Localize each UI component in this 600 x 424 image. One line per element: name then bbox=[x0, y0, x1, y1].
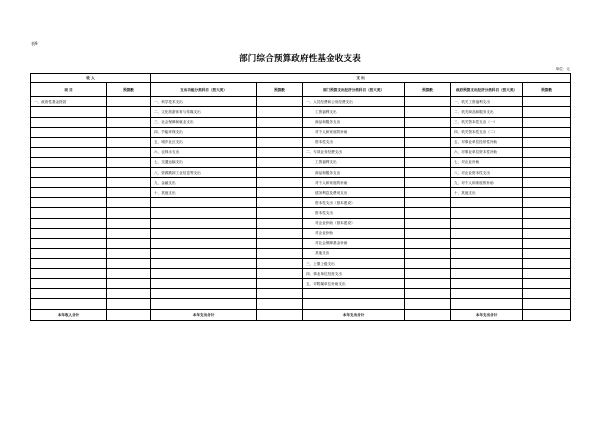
table-row bbox=[31, 147, 571, 157]
func-class-cell: 四、节能环保支出 bbox=[151, 127, 257, 137]
dept-econ-cell: 对个人和家庭的补助 bbox=[303, 127, 405, 137]
dept-budget-cell bbox=[405, 218, 451, 228]
func-budget-header: 预算数 bbox=[257, 83, 303, 97]
gov-econ-cell: 一、机关工资福利支出 bbox=[451, 97, 523, 107]
func-budget-cell bbox=[257, 117, 303, 127]
income-item-cell bbox=[31, 289, 107, 299]
expense-total-func-label: 本年支出合计 bbox=[151, 309, 257, 320]
income-item-cell bbox=[31, 208, 107, 218]
dept-econ-cell: 五、对附属单位补助支出 bbox=[303, 279, 405, 289]
dept-budget-cell bbox=[405, 107, 451, 117]
dept-econ-cell: 对企业补助 bbox=[303, 228, 405, 238]
income-item-cell bbox=[31, 248, 107, 258]
dept-budget-cell bbox=[405, 137, 451, 147]
unit-label: 单位：元 bbox=[555, 67, 570, 71]
func-budget-cell bbox=[257, 228, 303, 238]
func-budget-cell bbox=[257, 107, 303, 117]
func-class-cell bbox=[151, 269, 257, 279]
func-budget-cell bbox=[257, 259, 303, 269]
dept-budget-cell bbox=[405, 248, 451, 258]
gov-econ-cell: 十、其他支出 bbox=[451, 188, 523, 198]
dept-budget-cell bbox=[405, 127, 451, 137]
dept-budget-cell bbox=[405, 269, 451, 279]
gov-budget-cell bbox=[523, 289, 571, 299]
func-class-cell: 九、金融支出 bbox=[151, 178, 257, 188]
gov-econ-header: 政府预算支出经济分类科目（按大类） bbox=[451, 83, 523, 97]
gov-econ-cell bbox=[451, 198, 523, 208]
income-item-cell bbox=[31, 157, 107, 167]
func-budget-cell bbox=[257, 178, 303, 188]
income-item-cell bbox=[31, 127, 107, 137]
dept-econ-cell: 资本性支出（基本建设） bbox=[303, 198, 405, 208]
gov-econ-cell bbox=[451, 289, 523, 299]
func-budget-cell bbox=[257, 97, 303, 107]
gov-budget-cell bbox=[523, 157, 571, 167]
dept-budget-cell bbox=[405, 279, 451, 289]
income-budget-cell bbox=[107, 259, 151, 269]
income-item-cell bbox=[31, 299, 107, 309]
income-budget-cell bbox=[107, 127, 151, 137]
gov-budget-cell bbox=[523, 208, 571, 218]
income-header: 收 入 bbox=[31, 74, 151, 83]
income-budget-cell bbox=[107, 208, 151, 218]
table-row bbox=[31, 238, 571, 248]
gov-econ-cell: 四、机关资本性支出（二） bbox=[451, 127, 523, 137]
table-row bbox=[31, 269, 571, 279]
expense-total-gov-value bbox=[523, 309, 571, 320]
gov-budget-cell bbox=[523, 238, 571, 248]
gov-budget-cell bbox=[523, 188, 571, 198]
func-class-cell bbox=[151, 218, 257, 228]
func-budget-cell bbox=[257, 157, 303, 167]
gov-econ-cell: 六、对事业单位资本性补助 bbox=[451, 147, 523, 157]
page-title: 部门综合预算政府性基金收支表 bbox=[239, 54, 361, 64]
dept-budget-cell bbox=[405, 299, 451, 309]
func-class-cell: 三、社会保障和就业支出 bbox=[151, 117, 257, 127]
income-budget-header: 预算数 bbox=[107, 83, 151, 97]
dept-econ-cell: 四、事业单位经营支出 bbox=[303, 269, 405, 279]
dept-econ-cell: 一、人员经费和公用经费支出 bbox=[303, 97, 405, 107]
func-class-header: 支出功能分类科目（按大类） bbox=[151, 83, 257, 97]
dept-budget-cell bbox=[405, 117, 451, 127]
func-class-cell: 七、交通运输支出 bbox=[151, 157, 257, 167]
gov-budget-cell bbox=[523, 137, 571, 147]
gov-budget-cell bbox=[523, 147, 571, 157]
item-header: 项 目 bbox=[31, 83, 107, 97]
expense-total-func-value bbox=[257, 309, 303, 320]
income-budget-cell bbox=[107, 157, 151, 167]
table-row bbox=[31, 117, 571, 127]
dept-budget-cell bbox=[405, 289, 451, 299]
table-row bbox=[31, 97, 571, 107]
income-total-value bbox=[107, 309, 151, 320]
gov-econ-cell: 五、对事业单位经常性补助 bbox=[451, 137, 523, 147]
func-budget-cell bbox=[257, 168, 303, 178]
gov-econ-cell: 三、机关资本性支出（一） bbox=[451, 117, 523, 127]
dept-econ-cell: 资本性支出 bbox=[303, 137, 405, 147]
table-row bbox=[31, 248, 571, 258]
func-budget-cell bbox=[257, 208, 303, 218]
dept-econ-cell: 债务利息及费用支出 bbox=[303, 188, 405, 198]
dept-econ-cell: 其他支出 bbox=[303, 248, 405, 258]
gov-budget-cell bbox=[523, 299, 571, 309]
dept-budget-cell bbox=[405, 238, 451, 248]
table-row bbox=[31, 198, 571, 208]
income-item-cell bbox=[31, 218, 107, 228]
gov-budget-cell bbox=[523, 168, 571, 178]
func-budget-cell bbox=[257, 218, 303, 228]
dept-budget-cell bbox=[405, 157, 451, 167]
func-class-cell: 二、文化旅游体育与传媒支出 bbox=[151, 107, 257, 117]
gov-econ-cell bbox=[451, 259, 523, 269]
totals-row bbox=[31, 309, 571, 320]
gov-budget-cell bbox=[523, 198, 571, 208]
expense-header: 支 出 bbox=[151, 74, 571, 83]
table-row bbox=[31, 157, 571, 167]
table-row bbox=[31, 289, 571, 299]
table-row bbox=[31, 259, 571, 269]
income-item-cell bbox=[31, 137, 107, 147]
expense-total-dept-label: 本年支出合计 bbox=[303, 309, 405, 320]
func-budget-cell bbox=[257, 248, 303, 258]
func-budget-cell bbox=[257, 269, 303, 279]
header-row-top bbox=[31, 74, 571, 83]
dept-econ-cell: 工资福利支出 bbox=[303, 157, 405, 167]
func-class-cell bbox=[151, 208, 257, 218]
gov-econ-cell bbox=[451, 269, 523, 279]
dept-econ-cell bbox=[303, 299, 405, 309]
dept-econ-cell: 资本性支出 bbox=[303, 208, 405, 218]
income-item-cell bbox=[31, 259, 107, 269]
func-class-cell: 五、城乡社区支出 bbox=[151, 137, 257, 147]
income-item-cell bbox=[31, 238, 107, 248]
gov-budget-cell bbox=[523, 127, 571, 137]
income-budget-cell bbox=[107, 188, 151, 198]
gov-econ-cell bbox=[451, 238, 523, 248]
gov-budget-cell bbox=[523, 228, 571, 238]
income-item-cell bbox=[31, 107, 107, 117]
gov-budget-header: 预算数 bbox=[523, 83, 571, 97]
income-item-cell: 一、政府性基金拨款 bbox=[31, 97, 107, 107]
income-budget-cell bbox=[107, 168, 151, 178]
income-total-label: 本年收入合计 bbox=[31, 309, 107, 320]
gov-budget-cell bbox=[523, 269, 571, 279]
dept-budget-cell bbox=[405, 259, 451, 269]
income-budget-cell bbox=[107, 238, 151, 248]
table-row bbox=[31, 168, 571, 178]
income-item-cell bbox=[31, 198, 107, 208]
func-class-cell bbox=[151, 299, 257, 309]
table-row bbox=[31, 137, 571, 147]
dept-econ-cell bbox=[303, 289, 405, 299]
func-class-cell: 八、资源勘探工业信息等支出 bbox=[151, 168, 257, 178]
dept-budget-cell bbox=[405, 97, 451, 107]
gov-econ-cell: 七、对企业补助 bbox=[451, 157, 523, 167]
func-budget-cell bbox=[257, 289, 303, 299]
income-budget-cell bbox=[107, 198, 151, 208]
income-item-cell bbox=[31, 147, 107, 157]
dept-econ-cell: 商品和服务支出 bbox=[303, 117, 405, 127]
gov-econ-cell: 八、对企业资本性支出 bbox=[451, 168, 523, 178]
dept-econ-cell: 对社会保障基金补助 bbox=[303, 238, 405, 248]
func-budget-cell bbox=[257, 198, 303, 208]
gov-budget-cell bbox=[523, 97, 571, 107]
income-item-cell bbox=[31, 168, 107, 178]
table-body bbox=[31, 97, 571, 310]
income-budget-cell bbox=[107, 117, 151, 127]
gov-budget-cell bbox=[523, 107, 571, 117]
func-budget-cell bbox=[257, 238, 303, 248]
dept-budget-cell bbox=[405, 208, 451, 218]
dept-budget-cell bbox=[405, 178, 451, 188]
func-budget-cell bbox=[257, 188, 303, 198]
gov-budget-cell bbox=[523, 248, 571, 258]
gov-econ-cell bbox=[451, 279, 523, 289]
dept-econ-cell: 三、上缴上级支出 bbox=[303, 259, 405, 269]
gov-econ-cell bbox=[451, 208, 523, 218]
income-budget-cell bbox=[107, 107, 151, 117]
gov-econ-cell bbox=[451, 218, 523, 228]
table-row bbox=[31, 299, 571, 309]
income-budget-cell bbox=[107, 178, 151, 188]
table-row bbox=[31, 178, 571, 188]
func-budget-cell bbox=[257, 299, 303, 309]
table-row bbox=[31, 218, 571, 228]
dept-econ-cell: 商品和服务支出 bbox=[303, 168, 405, 178]
func-budget-cell bbox=[257, 127, 303, 137]
income-item-cell bbox=[31, 228, 107, 238]
func-class-cell: 十、其他支出 bbox=[151, 188, 257, 198]
dept-econ-cell: 对个人和家庭的补助 bbox=[303, 178, 405, 188]
income-item-cell bbox=[31, 188, 107, 198]
gov-budget-cell bbox=[523, 279, 571, 289]
func-class-cell bbox=[151, 248, 257, 258]
gov-econ-cell bbox=[451, 228, 523, 238]
income-budget-cell bbox=[107, 248, 151, 258]
income-budget-cell bbox=[107, 137, 151, 147]
dept-budget-cell bbox=[405, 228, 451, 238]
dept-budget-cell bbox=[405, 147, 451, 157]
income-budget-cell bbox=[107, 218, 151, 228]
income-budget-cell bbox=[107, 299, 151, 309]
income-item-cell bbox=[31, 117, 107, 127]
gov-econ-cell bbox=[451, 248, 523, 258]
dept-econ-header: 部门预算支出经济分类科目（按大类） bbox=[303, 83, 405, 97]
table-row bbox=[31, 107, 571, 117]
dept-econ-cell: 对企业补助（基本建设） bbox=[303, 218, 405, 228]
dept-budget-cell bbox=[405, 168, 451, 178]
dept-econ-cell: 二、专项业务经费支出 bbox=[303, 147, 405, 157]
func-budget-cell bbox=[257, 137, 303, 147]
income-item-cell bbox=[31, 279, 107, 289]
income-budget-cell bbox=[107, 97, 151, 107]
func-class-cell bbox=[151, 259, 257, 269]
header-row-sub bbox=[31, 83, 571, 97]
table-number: 表9 bbox=[31, 41, 38, 46]
func-budget-cell bbox=[257, 279, 303, 289]
gov-budget-cell bbox=[523, 259, 571, 269]
income-item-cell bbox=[31, 178, 107, 188]
gov-budget-cell bbox=[523, 178, 571, 188]
gov-budget-cell bbox=[523, 117, 571, 127]
budget-table bbox=[30, 73, 571, 321]
income-budget-cell bbox=[107, 289, 151, 299]
dept-budget-cell bbox=[405, 198, 451, 208]
dept-econ-cell: 工资福利支出 bbox=[303, 107, 405, 117]
func-class-cell: 一、科学技术支出 bbox=[151, 97, 257, 107]
expense-total-gov-label: 本年支出合计 bbox=[451, 309, 523, 320]
gov-budget-cell bbox=[523, 218, 571, 228]
gov-econ-cell bbox=[451, 299, 523, 309]
table-row bbox=[31, 208, 571, 218]
func-class-cell bbox=[151, 279, 257, 289]
income-budget-cell bbox=[107, 269, 151, 279]
expense-total-dept-value bbox=[405, 309, 451, 320]
func-class-cell bbox=[151, 198, 257, 208]
table-row bbox=[31, 127, 571, 137]
func-class-cell bbox=[151, 238, 257, 248]
table-row bbox=[31, 228, 571, 238]
table-row bbox=[31, 279, 571, 289]
dept-budget-header: 预算数 bbox=[405, 83, 451, 97]
dept-budget-cell bbox=[405, 188, 451, 198]
income-budget-cell bbox=[107, 279, 151, 289]
gov-econ-cell: 九、对个人和家庭的补助 bbox=[451, 178, 523, 188]
income-item-cell bbox=[31, 269, 107, 279]
func-budget-cell bbox=[257, 147, 303, 157]
table-row bbox=[31, 188, 571, 198]
func-class-cell bbox=[151, 289, 257, 299]
income-budget-cell bbox=[107, 228, 151, 238]
income-budget-cell bbox=[107, 147, 151, 157]
func-class-cell bbox=[151, 228, 257, 238]
func-class-cell: 六、农林水支出 bbox=[151, 147, 257, 157]
gov-econ-cell: 二、机关商品和服务支出 bbox=[451, 107, 523, 117]
